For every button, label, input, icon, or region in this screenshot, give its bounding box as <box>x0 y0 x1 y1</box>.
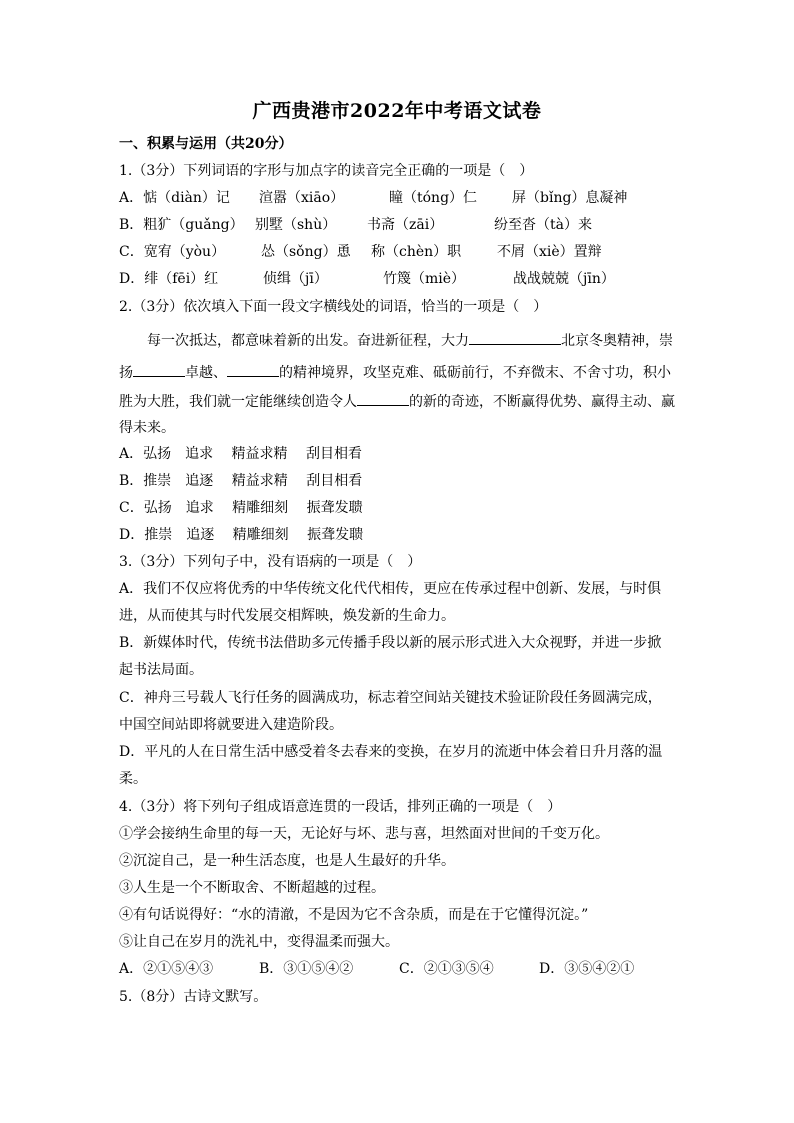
q4-stem: 4.（3分）将下列句子组成语意连贯的一段话，排列正确的一项是（ ） <box>119 799 562 815</box>
q4-options <box>119 959 634 979</box>
q3-option-d-line1: D．平凡的人在日常生活中感受着冬去春来的变换，在岁月的流逝中体会着日升月落的温 <box>119 744 663 760</box>
q4-sentence-4: ④有句话说得好：“水的清澈，不是因为它不含杂质，而是在于它懂得沉淀。” <box>119 907 589 923</box>
q2-option-a: A．弘扬 追求 精益求精 刮目相看 <box>119 446 363 462</box>
fill-blank[interactable] <box>469 330 561 345</box>
q3-option-b-line1: B．新媒体时代，传统书法借助多元传播手段以新的展示形式进入大众视野，并进一步掀 <box>119 635 662 651</box>
q4-option-a: A．②①⑤④③ <box>119 961 214 977</box>
q3-stem: 3.（3分）下列句子中，没有语病的一项是（ ） <box>119 554 422 570</box>
q4-option-b: B．③①⑤④② <box>259 961 354 977</box>
fill-blank[interactable] <box>133 362 185 377</box>
q1-option-b: B．粗犷（guǎng） 别墅（shù） 书斋（zāi） 纷至沓（tà）来 <box>119 217 592 233</box>
q1-stem: 1.（3分）下列词语的字形与加点字的读音完全正确的一项是（ ） <box>119 163 534 179</box>
q5-stem: 5.（8分）古诗文默写。 <box>119 989 268 1005</box>
q3-option-c-line2: 中国空间站即将就要进入建造阶段。 <box>119 717 343 733</box>
q3-option-b-line2: 起书法局面。 <box>119 662 203 678</box>
q2-passage-line4: 得未来。 <box>119 420 175 436</box>
q4-option-d: D．③⑤④②① <box>539 961 635 977</box>
q2-passage-line2: 扬 卓越、 的精神境界，攻坚克难、砥砺前行，不弃微末、不舍寸功，积小 <box>119 362 671 383</box>
q2-option-d: D．推崇 追逐 精雕细刻 振聋发聩 <box>119 527 364 543</box>
q3-option-a-line1: A．我们不仅应将优秀的中华传统文化代代相传，更应在传承过程中创新、发展，与时俱 <box>119 581 662 597</box>
q4-sentence-5: ⑤让自己在岁月的洗礼中，变得温柔而强大。 <box>119 934 399 950</box>
q1-option-d: D．绯（fēi）红 侦缉（jī） 竹篾（miè） 战战兢兢（jīn） <box>119 271 615 287</box>
q4-sentence-2: ②沉淀自己，是一种生活态度，也是人生最好的升华。 <box>119 853 455 869</box>
q3-option-c-line1: C．神舟三号载人飞行任务的圆满成功，标志着空间站关键技术验证阶段任务圆满完成， <box>119 690 662 706</box>
q1-option-a: A．惦（diàn）记 渲嚣（xiāo） 瞳（tóng）仁 屏（bǐng）息凝神 <box>119 190 628 206</box>
fill-blank[interactable] <box>357 391 409 406</box>
q4-sentence-1: ①学会接纳生命里的每一天，无论好与坏、悲与喜，坦然面对世间的千变万化。 <box>119 826 609 842</box>
page-title: 广西贵港市2022年中考语文试卷 <box>252 100 542 122</box>
q2-passage-line1: 每一次抵达，都意味着新的出发。奋进新征程，大力 北京冬奥精神，崇 <box>147 330 673 351</box>
q3-option-d-line2: 柔。 <box>119 771 147 787</box>
fill-blank[interactable] <box>227 362 279 377</box>
q2-stem: 2.（3分）依次填入下面一段文字横线处的词语，恰当的一项是（ ） <box>119 299 548 315</box>
q2-passage-line3: 胜为大胜，我们就一定能继续创造令人 的新的奇迹，不断赢得优势、赢得主动、赢 <box>119 391 675 412</box>
q1-option-c: C．宽宥（yòu） 怂（sǒng）恿 称（chèn）职 不屑（xiè）置辩 <box>119 244 602 260</box>
q2-option-c: C．弘扬 追求 精雕细刻 振聋发聩 <box>119 500 363 516</box>
q2-option-b: B．推崇 追逐 精益求精 刮目相看 <box>119 473 363 489</box>
section-heading: 一、积累与运用（共20分） <box>119 136 293 152</box>
q4-option-c: C．②①③⑤④ <box>399 961 494 977</box>
q3-option-a-line2: 进，从而使其与时代发展交相辉映，焕发新的生命力。 <box>119 608 455 624</box>
q4-sentence-3: ③人生是一个不断取舍、不断超越的过程。 <box>119 880 385 896</box>
